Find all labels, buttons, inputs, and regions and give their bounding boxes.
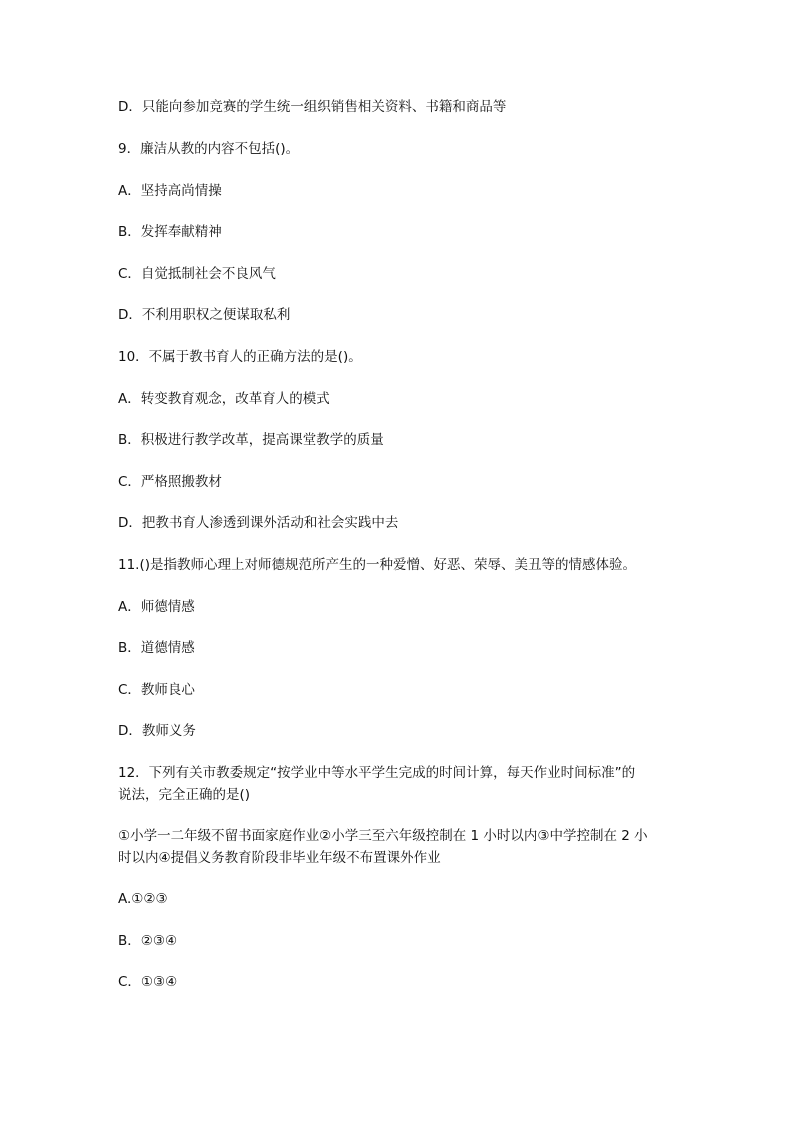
q10-option-d: D．把教书育人渗透到课外活动和社会实践中去	[118, 515, 399, 531]
q8-option-d: D．只能向参加竞赛的学生统一组织销售相关资料、书籍和商品等	[118, 99, 507, 115]
q11-question: 11.()是指教师心理上对师德规范所产生的一种爱憎、好恶、荣辱、美丑等的情感体验。	[118, 557, 637, 573]
q10-question: 10．不属于教书育人的正确方法的是()。	[118, 349, 362, 365]
q12-option-a: A.①②③	[118, 891, 168, 907]
q9-option-d: D．不利用职权之便谋取私利	[118, 307, 291, 323]
q10-option-b: B．积极进行教学改革，提高课堂教学的质量	[118, 432, 384, 448]
q11-option-d: D．教师义务	[118, 723, 196, 739]
q11-option-c: C．教师良心	[118, 682, 195, 698]
q12-statements-line-1: ①小学一二年级不留书面家庭作业②小学三至六年级控制在 1 小时以内③中学控制在 2 小	[118, 828, 648, 844]
q9-option-b: B．发挥奉献精神	[118, 224, 222, 240]
q11-option-b: B．道德情感	[118, 640, 195, 656]
q10-option-a: A．转变教育观念，改革育人的模式	[118, 391, 330, 407]
q9-question: 9．廉洁从教的内容不包括()。	[118, 141, 300, 157]
q12-question-line-1: 12．下列有关市教委规定“按学业中等水平学生完成的时间计算，每天作业时间标准”的	[118, 765, 636, 781]
q9-option-a: A．坚持高尚情操	[118, 183, 222, 199]
q12-option-b: B．②③④	[118, 933, 178, 949]
q12-option-c: C．①③④	[118, 974, 178, 990]
q12-question-line-2: 说法，完全正确的是()	[118, 787, 251, 803]
q12-statements-line-2: 时以内④提倡义务教育阶段非毕业年级不布置课外作业	[118, 850, 441, 866]
q9-option-c: C．自觉抵制社会不良风气	[118, 266, 276, 282]
q10-option-c: C．严格照搬教材	[118, 474, 222, 490]
q11-option-a: A．师德情感	[118, 599, 195, 615]
